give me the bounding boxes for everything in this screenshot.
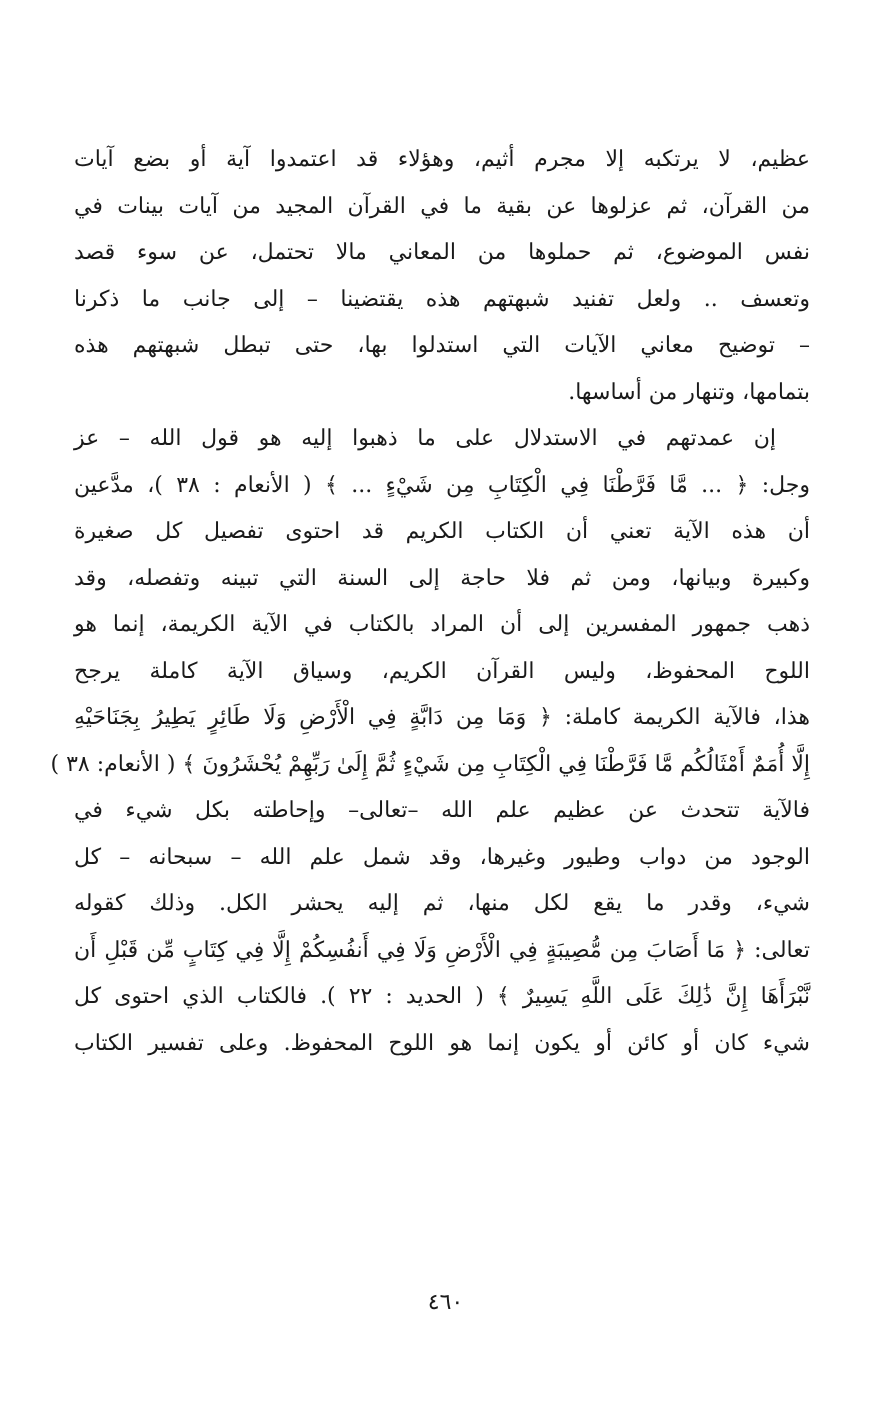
text-line: نَّبْرَأَهَا إِنَّ ذَٰلِكَ عَلَى اللَّهِ يَسِيرٌ ﴾ ( الحديد : ٢٢ ). فالكتاب الذي احتوى كل — [74, 984, 810, 1009]
text-line: وتعسف .. ولعل تفنيد شبهتهم هذه يقتضينا – إلى جانب ما ذكرنا — [74, 286, 810, 312]
text-line: الوجود من دواب وطيور وغيرها، وقد شمل علم الله – سبحانه – كل — [74, 844, 810, 870]
text-line: شيء كان أو كائن أو يكون إنما هو اللوح المحفوظ. وعلى تفسير الكتاب — [74, 1030, 810, 1056]
text-line: اللوح المحفوظ، وليس القرآن الكريم، وسياق الآية كاملة يرجح — [74, 658, 810, 684]
text-line: تعالى: ﴿ مَا أَصَابَ مِن مُّصِيبَةٍ فِي الْأَرْضِ وَلَا فِي أَنفُسِكُمْ إِلَّا فِي كِتَابٍ مِّن قَبْلِ أَن — [74, 937, 810, 963]
text-line: شيء، وقدر ما يقع لكل منها، ثم إليه يحشر الكل. وذلك كقوله — [74, 891, 810, 916]
text-line: إن عمدتهم في الاستدلال على ما ذهبوا إليه هو قول الله – عز — [74, 426, 776, 451]
text-line: هذا، فالآية الكريمة كاملة: ﴿ وَمَا مِن دَابَّةٍ فِي الْأَرْضِ وَلَا طَائِرٍ يَطِيرُ بِجَنَاحَيْهِ — [74, 705, 810, 730]
page-number: ٤٦٠ — [427, 1290, 464, 1315]
text-line: أن هذه الآية تعني أن الكتاب الكريم قد احتوى تفصيل كل صغيرة — [74, 519, 810, 544]
text-line: بتمامها، وتنهار من أساسها. — [568, 379, 810, 405]
text-line: عظيم، لا يرتكبه إلا مجرم أثيم، وهؤلاء قد اعتمدوا آية أو بضع آيات — [74, 147, 810, 172]
text-line: وجل: ﴿ ... مَّا فَرَّطْنَا فِي الْكِتَابِ مِن شَيْءٍ ... ﴾ ( الأنعام : ٣٨ )، مدَّعين — [74, 472, 811, 498]
text-line: – توضيح معاني الآيات التي استدلوا بها، حتى تبطل شبهتهم هذه — [74, 333, 810, 358]
text-line: ذهب جمهور المفسرين إلى أن المراد بالكتاب في الآية الكريمة، إنما هو — [74, 612, 810, 637]
text-line: إِلَّا أُمَمٌ أَمْثَالُكُم مَّا فَرَّطْنَا فِي الْكِتَابِ مِن شَيْءٍ ثُمَّ إِلَىٰ رَبِّهِمْ يُحْشَرُونَ ﴾ ( الأنعام: ٣٨ ) — [50, 751, 810, 777]
body-text — [50, 137, 811, 1067]
text-line: نفس الموضوع، ثم حملوها من المعاني مالا تحتمل، عن سوء قصد — [74, 240, 810, 265]
text-line: من القرآن، ثم عزلوها عن بقية ما في القرآن المجيد من آيات بينات في — [74, 193, 810, 219]
text-line: وكبيرة وبيانها، ومن ثم فلا حاجة إلى السنة التي تبينه وتفصله، وقد — [74, 565, 810, 591]
text-line: فالآية تتحدث عن عظيم علم الله –تعالى– وإحاطته بكل شيء في — [74, 798, 810, 823]
